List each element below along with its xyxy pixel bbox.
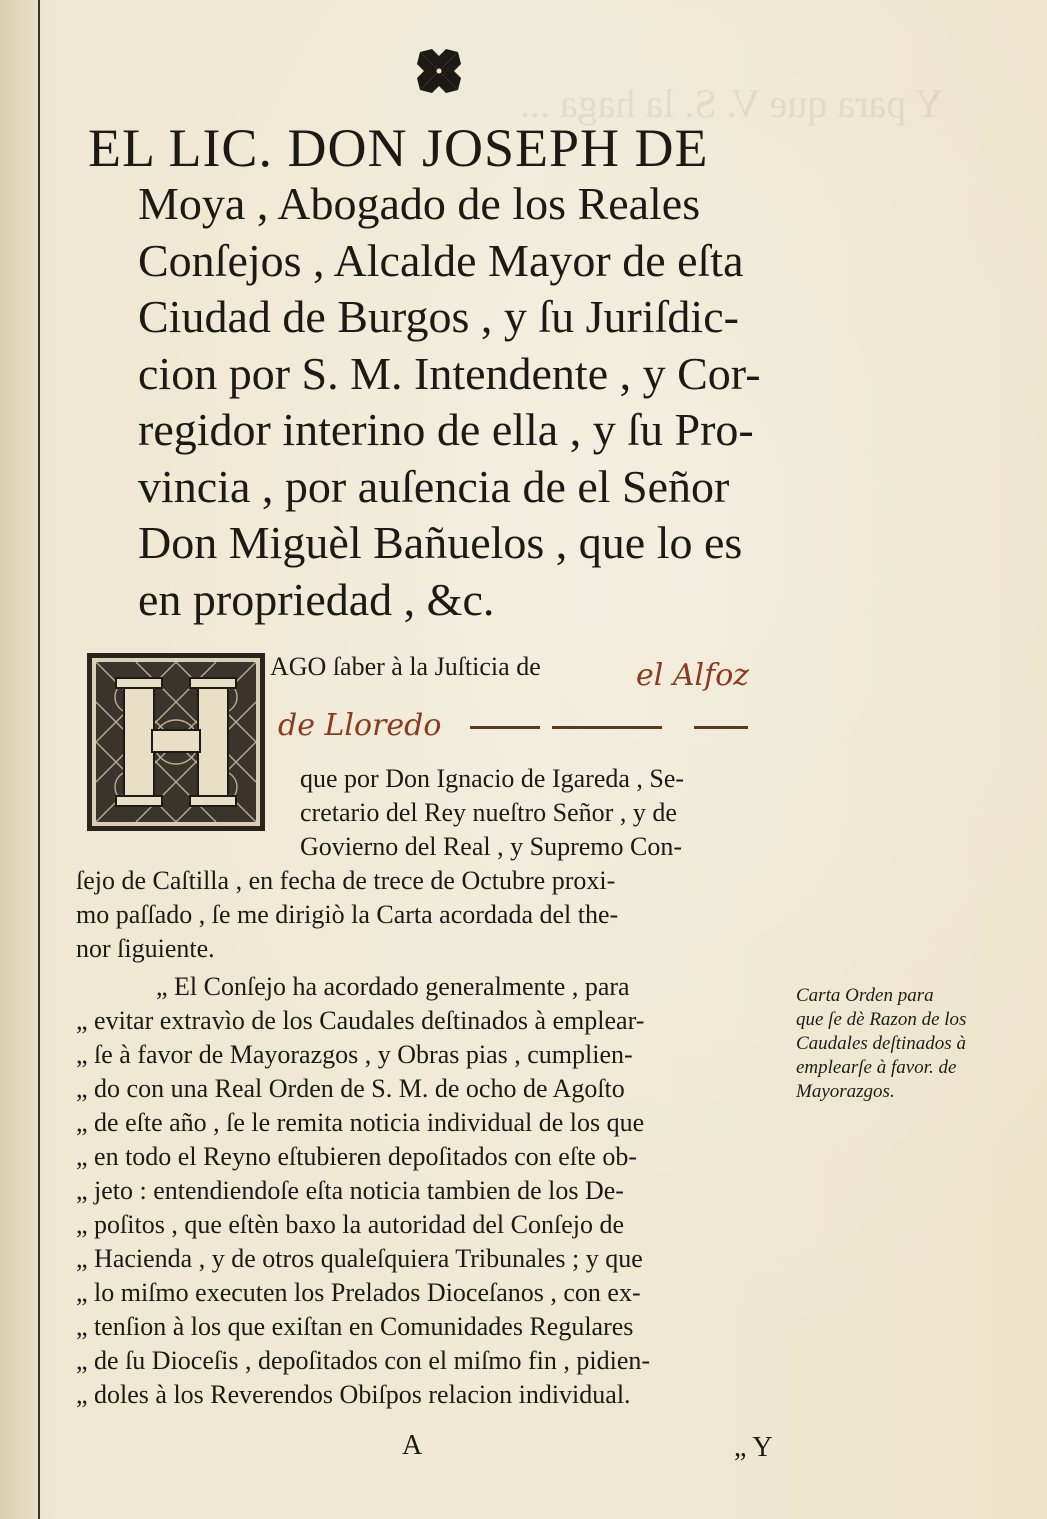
text-line: „ poſitos , que eſtèn baxo la autoridad del Conſejo de	[76, 1210, 625, 1239]
title-line: Moya , Abogado de los Reales	[138, 178, 701, 229]
bleed-through: Y para que V. S. la haga ...	[520, 81, 944, 126]
title-line: vincia , por auſencia de el Señor	[138, 460, 730, 512]
text-line: „ ſe à favor de Mayorazgos , y Obras pias , cumplien-	[76, 1040, 633, 1069]
text-line: „ de ſu Dioceſis , depoſitados con el miſmo fin , pidien-	[76, 1346, 651, 1375]
catchword: „ Y	[734, 1432, 773, 1463]
paragraph-continuation	[76, 864, 786, 966]
margin-note-line: que ſe dè Razon de los	[796, 1009, 967, 1030]
text-line: „ tenſion à los que exiſtan en Comunidades Regulares	[76, 1312, 634, 1341]
signature-mark: A	[402, 1430, 423, 1461]
text-line: nor ſiguiente.	[76, 934, 215, 963]
title-continuation	[138, 176, 798, 628]
margin-note	[796, 984, 1016, 1104]
margin-note-line: Carta Orden para	[796, 985, 934, 1006]
text-line: „ lo miſmo executen los Prelados Dioceſanos , con ex-	[76, 1278, 641, 1307]
maltese-cross-icon	[414, 46, 464, 96]
text-line: „ de eſte año , ſe le remita noticia individual de los que	[76, 1108, 645, 1137]
decorated-initial-h	[86, 652, 266, 832]
text-line: „ El Conſejo ha acordado generalmente , para	[156, 972, 630, 1001]
handwritten-dash	[470, 726, 540, 729]
page-binding-edge	[38, 0, 40, 1519]
handwritten-dash	[694, 726, 748, 729]
paragraph-indented	[300, 762, 785, 864]
margin-note-line: Mayorazgos.	[796, 1081, 895, 1102]
title-line: Conſejos , Alcalde Mayor de eſta	[138, 234, 744, 286]
quoted-order-paragraph	[76, 970, 786, 1412]
document-title: EL LIC. DON JOSEPH DE	[88, 118, 709, 178]
handwritten-dash	[552, 726, 662, 729]
margin-note-line: emplearſe à favor. de	[796, 1057, 957, 1078]
text-line: „ Hacienda , y de otros qualeſquiera Tribunales ; y que	[76, 1244, 643, 1273]
text-line: Govierno del Real , y Supremo Con-	[300, 832, 682, 861]
handwritten-annotation: de Lloredo	[278, 708, 442, 743]
title-line: Don Miguèl Bañuelos , que lo es	[138, 517, 743, 568]
margin-note-line: Caudales deſtinados à	[796, 1033, 966, 1054]
text-line: „ en todo el Reyno eſtubieren depoſitados con eſte ob-	[76, 1142, 637, 1171]
text-line: „ doles à los Reverendos Obiſpos relacion individual.	[76, 1380, 631, 1409]
title-line: Ciudad de Burgos , y ſu Juriſdic-	[138, 291, 739, 342]
text-line: cretario del Rey nueſtro Señor , y de	[300, 798, 677, 827]
text-line: „ do con una Real Orden de S. M. de ocho de Agoſto	[76, 1074, 625, 1103]
title-line: regidor interino de ella , y ſu Pro-	[138, 404, 754, 455]
title-line: cion por S. M. Intendente , y Cor-	[138, 347, 761, 399]
opening-text: AGO ſaber à la Juſticia de	[270, 652, 541, 681]
title-line: en propriedad , &c.	[138, 573, 495, 625]
text-line: ſejo de Caſtilla , en fecha de trece de Octubre proxi-	[76, 866, 616, 895]
text-line: que por Don Ignacio de Igareda , Se-	[300, 764, 685, 793]
handwritten-annotation: el Alfoz	[636, 658, 750, 693]
text-line: mo paſſado , ſe me dirigiò la Carta acordada del the-	[76, 900, 619, 929]
text-line: „ jeto : entendiendoſe eſta noticia tambien de los De-	[76, 1176, 624, 1205]
text-line: „ evitar extravìo de los Caudales deſtinados à emplear-	[76, 1006, 645, 1035]
